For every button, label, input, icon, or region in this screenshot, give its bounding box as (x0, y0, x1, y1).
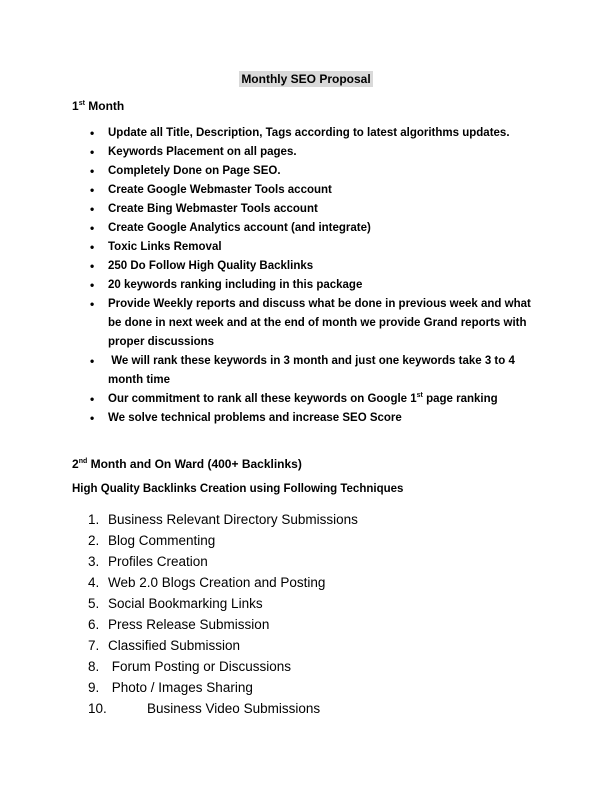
section-1-list (0, 124, 612, 428)
list-item (0, 181, 612, 200)
list-item-text: Update all Title, Description, Tags according to latest algorithms updates. (108, 127, 510, 139)
section-2-heading-sup: nd (78, 458, 88, 465)
list-item-text: Classified Submission (108, 638, 241, 653)
list-item-text: Provide Weekly reports and discuss what be done in previous week and what be done in next week and at the end of month we provide Grand reports with proper discussions (108, 298, 531, 348)
list-item (0, 219, 612, 238)
bullet-icon: • (90, 278, 95, 292)
bullet-icon: • (90, 183, 95, 197)
list-item (0, 509, 612, 530)
page-title-text: Monthly SEO Proposal (241, 72, 371, 86)
list-item (0, 551, 612, 572)
list-item-text: 250 Do Follow High Quality Backlinks (108, 260, 314, 272)
list-item (0, 238, 612, 257)
list-item-text: Our commitment to rank all these keywords on Google 1 (108, 393, 417, 405)
bullet-icon: • (90, 164, 95, 178)
list-item-text: Business Video Submissions (147, 701, 321, 716)
list-item (0, 200, 612, 219)
list-item (0, 409, 612, 428)
list-item (0, 677, 612, 698)
section-2-subheading: High Quality Backlinks Creation using Following Techniques (72, 483, 404, 495)
bullet-icon: • (90, 354, 95, 368)
bullet-icon: • (90, 202, 95, 216)
section-1-heading-suffix: Month (84, 99, 125, 113)
list-number: 10. (88, 701, 107, 716)
section-2-heading (72, 457, 302, 471)
bullet-icon: • (90, 221, 95, 235)
list-item (0, 614, 612, 635)
list-item-text: Keywords Placement on all pages. (108, 146, 297, 158)
list-item-text-suffix: page ranking (422, 393, 498, 405)
bullet-icon: • (90, 259, 95, 273)
techniques-list (0, 509, 612, 719)
list-item-text: Create Google Analytics account (and integrate) (108, 222, 371, 234)
list-item-text: Press Release Submission (108, 617, 270, 632)
bullet-icon: • (90, 392, 95, 406)
section-2-heading-suffix: Month and On Ward (400+ Backlinks) (87, 457, 302, 471)
list-item-text: We will rank these keywords in 3 month and just one keywords take 3 to 4 month time (108, 355, 519, 386)
list-item-text: Forum Posting or Discussions (108, 659, 292, 674)
section-2-heading-prefix: 2 (72, 457, 79, 471)
list-number: 2. (88, 533, 100, 548)
list-item (0, 530, 612, 551)
list-item (0, 390, 612, 409)
list-item-text: Create Bing Webmaster Tools account (108, 203, 318, 215)
list-item (0, 124, 612, 143)
section-1-heading-sup: st (78, 100, 85, 107)
section-1-heading-prefix: 1 (72, 99, 79, 113)
list-number: 9. (88, 680, 100, 695)
list-number: 5. (88, 596, 100, 611)
list-item (0, 656, 612, 677)
list-number: 1. (88, 512, 100, 527)
list-item (0, 352, 612, 390)
list-number: 4. (88, 575, 100, 590)
list-item (0, 276, 612, 295)
list-number: 6. (88, 617, 100, 632)
list-item-text: Photo / Images Sharing (108, 680, 253, 695)
list-item-text: Toxic Links Removal (108, 241, 222, 253)
list-item (0, 257, 612, 276)
list-item-text: Completely Done on Page SEO. (108, 165, 281, 177)
page-title (0, 72, 612, 86)
list-item (0, 572, 612, 593)
list-item (0, 698, 612, 719)
list-item (0, 143, 612, 162)
list-item-text: Web 2.0 Blogs Creation and Posting (108, 575, 326, 590)
list-item-sup: st (416, 392, 423, 399)
list-number: 8. (88, 659, 100, 674)
list-item-text: Blog Commenting (108, 533, 216, 548)
list-item (0, 295, 612, 352)
bullet-icon: • (90, 126, 95, 140)
list-item-text: We solve technical problems and increase SEO Score (108, 412, 402, 424)
list-number: 3. (88, 554, 100, 569)
list-item (0, 635, 612, 656)
bullet-icon: • (90, 240, 95, 254)
bullet-icon: • (90, 145, 95, 159)
list-item-text: Social Bookmarking Links (108, 596, 263, 611)
section-1-heading (72, 99, 124, 113)
list-item-text: Profiles Creation (108, 554, 208, 569)
list-item-text: Business Relevant Directory Submissions (108, 512, 358, 527)
bullet-icon: • (90, 411, 95, 425)
bullet-icon: • (90, 297, 95, 311)
list-item (0, 593, 612, 614)
list-item (0, 162, 612, 181)
list-number: 7. (88, 638, 100, 653)
list-item-text: 20 keywords ranking including in this package (108, 279, 363, 291)
list-item-text: Create Google Webmaster Tools account (108, 184, 332, 196)
